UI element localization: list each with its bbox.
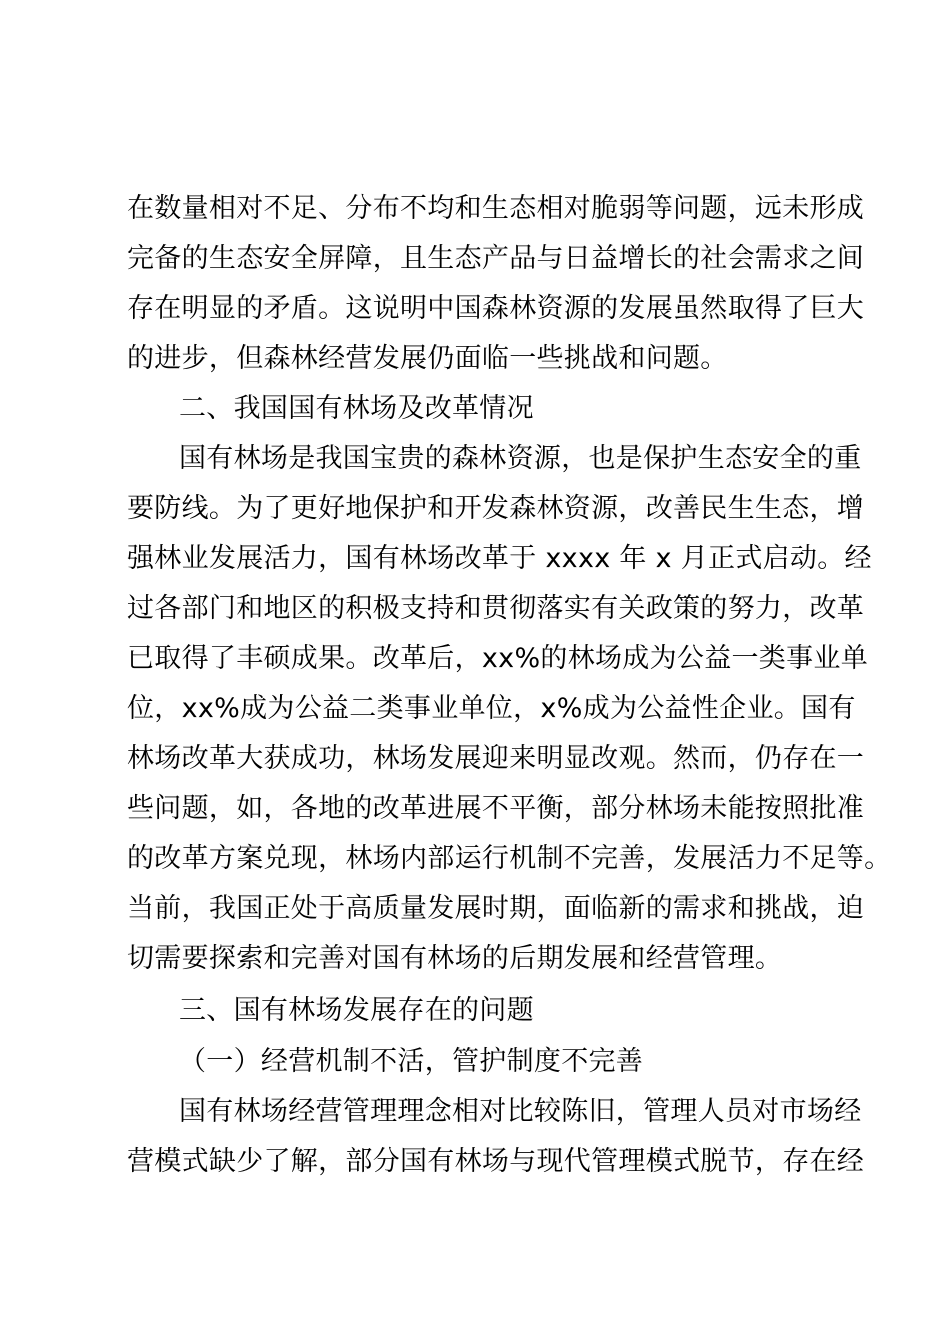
document-body xyxy=(127,184,892,1187)
body-line: 的进步，但森林经营发展仍面临一些挑战和问题。 xyxy=(127,343,728,374)
paragraph-start-line: 国有林场是我国宝贵的森林资源，也是保护生态安全的重 xyxy=(179,443,862,474)
body-line: 存在明显的矛盾。这说明中国森林资源的发展虽然取得了巨大 xyxy=(127,293,865,324)
body-line: 过各部门和地区的积极支持和贯彻落实有关政策的努力，改革 xyxy=(127,593,865,624)
body-line: 的改革方案兑现，林场内部运行机制不完善，发展活力不足等。 xyxy=(127,843,892,874)
body-line: 强林业发展活力，国有林场改革于 xxxx 年 x 月正式启动。经 xyxy=(127,543,872,574)
body-line: 在数量相对不足、分布不均和生态相对脆弱等问题，远未形成 xyxy=(127,193,865,224)
body-line: 当前，我国正处于高质量发展时期，面临新的需求和挑战，迫 xyxy=(127,893,865,924)
body-line: 要防线。为了更好地保护和开发森林资源，改善民生生态，增 xyxy=(127,493,865,524)
body-line: 切需要探索和完善对国有林场的后期发展和经营管理。 xyxy=(127,943,783,974)
paragraph-start-line: 国有林场经营管理理念相对比较陈旧，管理人员对市场经 xyxy=(179,1096,862,1127)
body-line: 营模式缺少了解，部分国有林场与现代管理模式脱节，存在经 xyxy=(127,1146,865,1177)
body-line: 林场改革大获成功，林场发展迎来明显改观。然而，仍存在一 xyxy=(127,743,865,774)
subsection-heading-1: （一）经营机制不活，管护制度不完善 xyxy=(179,1046,644,1077)
section-heading-3: 三、国有林场发展存在的问题 xyxy=(179,995,534,1026)
body-line: 位，xx%成为公益二类事业单位，x%成为公益性企业。国有 xyxy=(127,693,856,724)
section-heading-2: 二、我国国有林场及改革情况 xyxy=(179,393,534,424)
body-line: 完备的生态安全屏障，且生态产品与日益增长的社会需求之间 xyxy=(127,243,865,274)
body-line: 已取得了丰硕成果。改革后，xx%的林场成为公益一类事业单 xyxy=(127,643,869,674)
body-line: 些问题，如，各地的改革进展不平衡，部分林场未能按照批准 xyxy=(127,793,865,824)
